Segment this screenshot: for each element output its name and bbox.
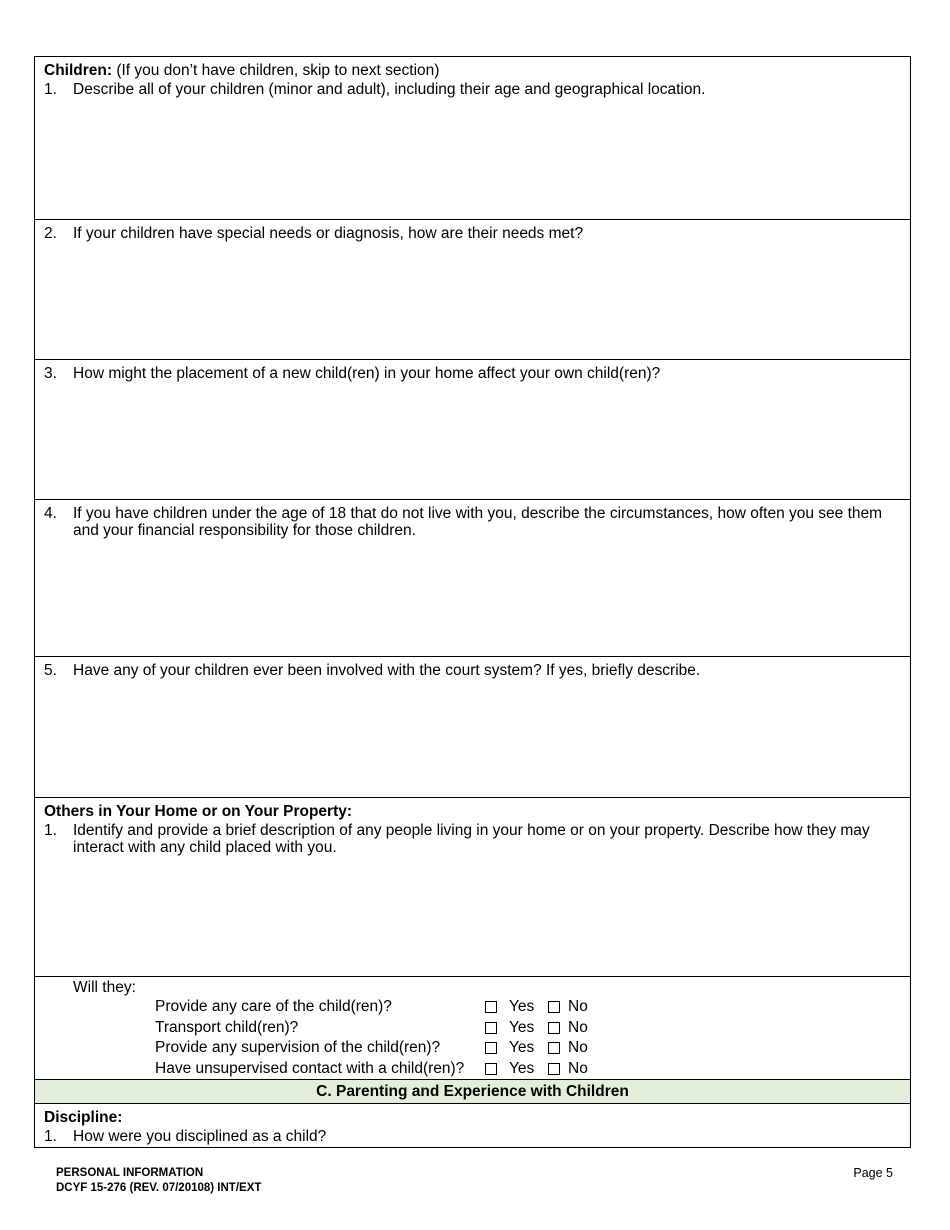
footer-form-id (56, 1166, 261, 1196)
no-checkbox[interactable] (548, 1022, 560, 1034)
no-label: No (568, 998, 588, 1015)
children-q1-answer[interactable] (44, 98, 901, 208)
question-number: 1. (44, 81, 57, 98)
question-text: Have any of your children ever been involved with the court system? If yes, briefly describe. (73, 662, 701, 679)
discipline-heading: Discipline: (44, 1109, 123, 1126)
yes-no-row (44, 997, 901, 1018)
yes-label: Yes (509, 1039, 535, 1056)
question-number: 5. (44, 662, 57, 679)
will-they-label: Will they: (73, 979, 136, 996)
item-label: Transport child(ren)? (155, 1018, 299, 1036)
yes-checkbox[interactable] (485, 1022, 497, 1034)
yes-label: Yes (509, 998, 535, 1015)
question-number: 1. (44, 1128, 57, 1145)
others-q1-answer[interactable] (44, 856, 901, 968)
page-number: Page 5 (853, 1166, 893, 1180)
children-q2-cell (35, 220, 910, 360)
question (44, 822, 901, 856)
children-q5-cell (35, 657, 910, 798)
question-number: 2. (44, 225, 57, 242)
yes-checkbox[interactable] (485, 1063, 497, 1075)
children-heading: Children: (44, 62, 113, 79)
item-label: Have unsupervised contact with a child(ren)? (155, 1059, 465, 1077)
yes-checkbox[interactable] (485, 1042, 497, 1054)
others-heading: Others in Your Home or on Your Property: (44, 803, 353, 820)
question-number: 4. (44, 505, 57, 522)
no-checkbox[interactable] (548, 1001, 560, 1013)
question-text: Identify and provide a brief description of any people living in your home or on your property. Describe how they may interact with any child placed with you. (73, 822, 870, 856)
no-label: No (568, 1059, 588, 1077)
question (44, 81, 901, 98)
item-label: Provide any supervision of the child(ren)? (155, 1039, 441, 1056)
question-text: Describe all of your children (minor and adult), including their age and geographical location. (73, 81, 706, 98)
no-label: No (568, 1018, 588, 1036)
question-number: 3. (44, 365, 57, 382)
yes-label: Yes (509, 1059, 535, 1077)
children-q1-cell (35, 57, 910, 220)
question (44, 1128, 901, 1145)
no-label: No (568, 1039, 588, 1056)
yes-no-row (44, 1059, 901, 1080)
others-q1-cell (35, 798, 910, 977)
children-q4-cell (35, 500, 910, 657)
question-text: If you have children under the age of 18 that do not live with you, describe the circumstances, how often you see them and your financial responsibility for those children. (73, 505, 883, 539)
children-heading-line (44, 61, 901, 80)
yes-label: Yes (509, 1018, 535, 1036)
yes-no-row (44, 1018, 901, 1039)
children-q3-answer[interactable] (44, 382, 901, 492)
yes-no-row (44, 1038, 901, 1059)
yes-checkbox[interactable] (485, 1001, 497, 1013)
children-q2-answer[interactable] (44, 242, 901, 352)
no-checkbox[interactable] (548, 1042, 560, 1054)
question (44, 505, 901, 539)
will-they-cell (35, 977, 910, 1080)
item-label: Provide any care of the child(ren)? (155, 998, 392, 1015)
children-q3-cell (35, 360, 910, 500)
question-text: How might the placement of a new child(ren) in your home affect your own child(ren)? (73, 365, 661, 382)
footer-line-1: PERSONAL INFORMATION (56, 1167, 204, 1179)
footer-line-2: DCYF 15-276 (REV. 07/20108) INT/EXT (56, 1182, 262, 1194)
question (44, 225, 901, 242)
question-text: If your children have special needs or diagnosis, how are their needs met? (73, 225, 584, 242)
question-text: How were you disciplined as a child? (73, 1128, 327, 1145)
section-c-header: C. Parenting and Experience with Children (35, 1080, 910, 1104)
question-number: 1. (44, 822, 57, 839)
form-table (34, 56, 911, 1148)
children-q5-answer[interactable] (44, 679, 901, 789)
question (44, 365, 901, 382)
children-q4-answer[interactable] (44, 539, 901, 649)
no-checkbox[interactable] (548, 1063, 560, 1075)
question (44, 662, 901, 679)
discipline-cell (35, 1104, 910, 1147)
children-heading-note: (If you don’t have children, skip to next section) (112, 62, 440, 79)
